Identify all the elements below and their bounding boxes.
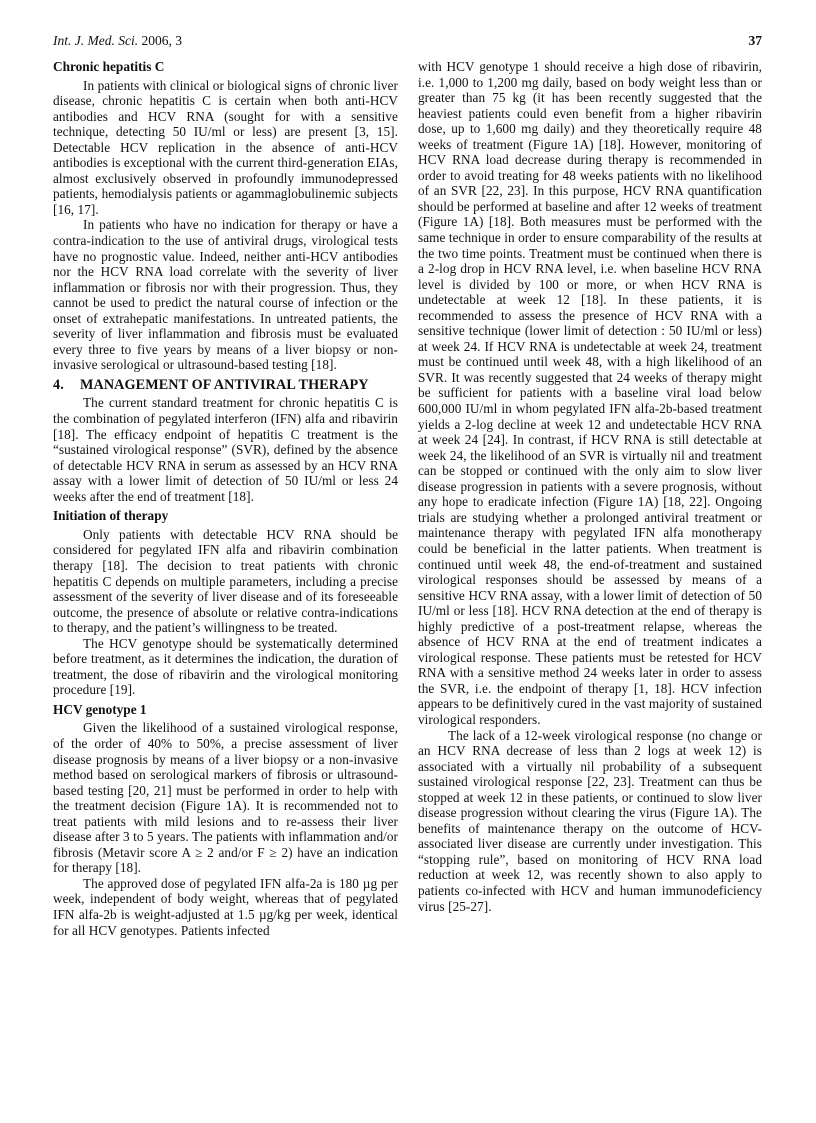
section-heading-chronic-hepatitis-c: Chronic hepatitis C — [53, 59, 165, 74]
page-number: 37 — [748, 33, 762, 48]
section-title: MANAGEMENT OF ANTIVIRAL THERAPY — [80, 376, 369, 393]
paragraph: Given the likelihood of a sustained virological response, of the order of 40% to 50%, a precise assessment of liver disease prognosis by means of a liver biopsy or a non-invasive method based on serological markers of fibrosis or ultrasound-based testing [20, 21] must be performed in order to help with the treatment decision (Figure 1A). It is recommended not to treat patients with mild lesions and to re-assess their liver disease after 3 to 5 years. The patients with inflammation and/or fibrosis (Metavir score A ≥ 2 and/or F ≥ 2) have an indication for therapy [18]. — [53, 720, 398, 876]
paragraph: The lack of a 12-week virological response (no change or an HCV RNA decrease of less than 2 logs at week 12) is associated with a virtually nil probability of a subsequent sustained virological response [22, 23]. Treatment can thus be stopped at week 12 in these patients, or continued to slow liver disease progression without clearing the virus (Figure 1A). The benefits of maintenance therapy on the outcome of HCV-associated liver disease are currently under investigation. This “stopping rule”, based on monitoring of HCV RNA load reduction at week 12, was recently shown to also apply to patients co-infected with HCV and human immunodeficiency virus [25-27]. — [418, 727, 762, 914]
journal-citation — [53, 33, 182, 49]
journal-year-volume: 2006, 3 — [138, 33, 182, 48]
journal-name: Int. J. Med. Sci. — [53, 33, 139, 48]
section-heading-genotype-1: HCV genotype 1 — [53, 701, 147, 717]
paragraph: The current standard treatment for chronic hepatitis C is the combination of pegylated interferon (IFN) alfa and ribavirin [18]. The efficacy endpoint of hepatitis C treatment is the “sustained virological response” (SVR), defined by the absence of detectable HCV RNA in serum as assessed by an HCV RNA assay with a lower limit of detection of 50 IU/ml or less 24 weeks after the end of treatment [18]. — [53, 395, 398, 504]
section-heading-initiation: Initiation of therapy — [53, 508, 169, 524]
left-column — [53, 59, 398, 938]
right-column — [418, 59, 762, 914]
section-heading-management — [53, 378, 398, 394]
paragraph: The approved dose of pegylated IFN alfa-2a is 180 µg per week, independent of body weight, whereas that of pegylated IFN alfa-2b is weight-adjusted at 1.5 µg/kg per week, identical for all HCV genotypes. Patients infected — [53, 875, 398, 938]
running-header — [53, 33, 762, 51]
paragraph: In patients who have no indication for therapy or have a contra-indication to the use of antiviral drugs, virological tests have no prognostic value. Indeed, neither anti-HCV antibodies nor the HCV RNA load correlate with the severity of liver inflammation or fibrosis nor with their progression. Thus, they cannot be used to predict the natural course of infection or the onset of extrahepatic manifestations. In untreated patients, the severity of liver inflammation and fibrosis must be evaluated every three to five years by means of a liver biopsy or non-invasive serological or ultrasound-based testing [18]. — [53, 217, 398, 373]
paragraph: The HCV genotype should be systematically determined before treatment, as it determines the indication, the duration of treatment, the dose of ribavirin and the virological monitoring procedure [19]. — [53, 635, 398, 698]
paragraph: with HCV genotype 1 should receive a high dose of ribavirin, i.e. 1,000 to 1,200 mg daily, based on body weight less than or greater than 75 kg (it has been recently suggested that the heaviest patients could even benefit from a higher ribavirin dose, up to 1,600 mg daily) and they theoretically require 48 weeks of treatment (Figure 1A) [18]. However, monitoring of HCV RNA load decrease during therapy is recommended in order to avoid treating for 48 weeks patients with no likelihood of an SVR [22, 23]. In this purpose, HCV RNA quantification should be performed at baseline and after 12 weeks of treatment (Figure 1A) [18]. Both measures must be performed with the same technique in order to ensure comparability of the results at the two time points. Treatment must be continued when there is a 2-log drop in HCV RNA level, i.e. when baseline HCV RNA level is divided by 100 or more, or when HCV RNA is undetectable at week 12 [18]. In these patients, it is recommended to assess the presence of HCV RNA with a sensitive technique (lower limit of detection : 50 IU/ml or less) at week 24. If HCV RNA is undetectable at week 24, treatment must be continued until week 48, with a high likelihood of an SVR. It was recently suggested that 24 weeks of therapy might be sufficient for patients with a baseline viral load below 600,000 IU/ml in whom pegylated IFN alfa-2b-based treatment yields a 2-log decline at week 12 and undetectable HCV RNA at week 24 [24]. In contrast, if HCV RNA is still detectable at week 24, the likelihood of an SVR is virtually nil and treatment can be stopped or continued with the only aim to slow liver disease progression in patients with a severe prognosis, without any hope to eradicate infection (Figure 1A) [18, 22]. Ongoing trials are studying whether a prolonged antiviral treatment or maintenance therapy with pegylated IFN alfa monotherapy could be beneficial in the latter patients. When treatment is continued until week 48, the end-of-treatment and sustained virological responses should be assessed by means of a sensitive HCV RNA assay, with a lower limit of detection of 50 IU/ml or less [18]. HCV RNA detection at the end of therapy is highly predictive of a post-treatment relapse, whereas the absence of HCV RNA at the end of treatment indicates a virological response. These patients must be retested for HCV RNA with a sensitive method 24 weeks later in order to assess the SVR, i.e. the endpoint of therapy [1, 18]. HCV infection appears to be definitively cured in the vast majority of sustained virological responders. — [418, 59, 762, 727]
section-number: 4. — [53, 376, 64, 393]
paragraph: Only patients with detectable HCV RNA should be considered for pegylated IFN alfa and ribavirin combination therapy [18]. The decision to treat patients with chronic hepatitis C depends on multiple parameters, including a precise assessment of the severity of liver disease and of its foreseeable outcome, the presence of absolute or relative contra-indications to therapy, and the patient’s willingness to be treated. — [53, 526, 398, 636]
paragraph: In patients with clinical or biological signs of chronic liver disease, chronic hepatitis C is certain when both anti-HCV antibodies and HCV RNA (sought for with a sensitive technique, detecting 50 IU/ml or less) are present [3, 15]. Detectable HCV replication in the absence of anti-HCV antibodies is exceptional with the current third-generation EIAs, almost exclusively observed in profoundly immunodepressed patients, hemodialysis patients or agammaglobulinemic subjects [16, 17]. — [53, 77, 398, 217]
